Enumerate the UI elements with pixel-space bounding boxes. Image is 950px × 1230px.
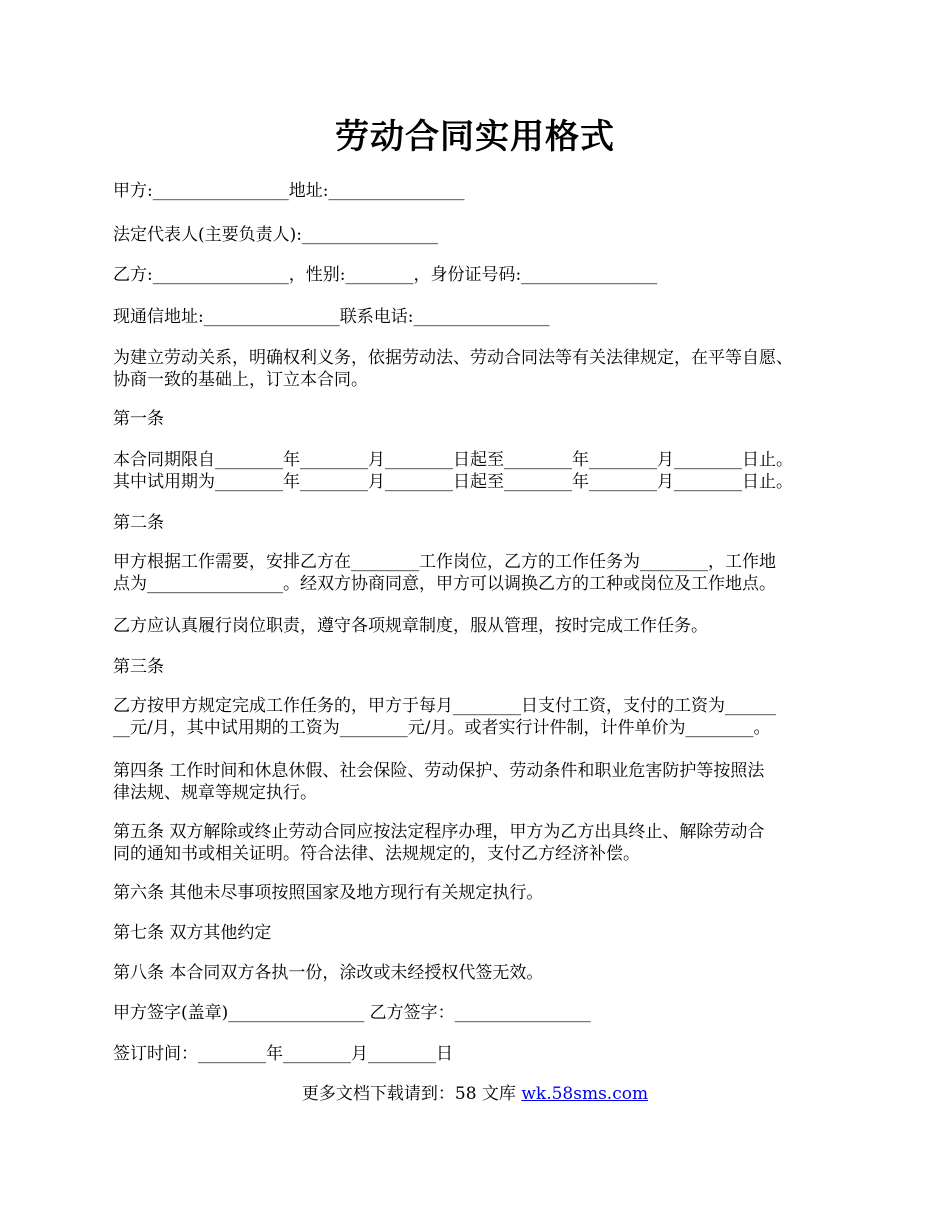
article-4-line-2: 律法规、规章等规定执行。 (113, 783, 317, 803)
contact-line: 现通信地址:________________联系电话:________________ (113, 307, 550, 327)
article-1-heading: 第一条 (113, 409, 164, 429)
article-5-line-1: 第五条 双方解除或终止劳动合同应按法定程序办理，甲方为乙方出具终止、解除劳动合 (113, 822, 765, 842)
signature-line: 甲方签字(盖章)________________ 乙方签字：________________ (113, 1003, 591, 1023)
article-7: 第七条 双方其他约定 (113, 923, 272, 943)
article-3-line-2: __元/月，其中试用期的工资为________元/月。或者实行计件制，计件单价为________。 (113, 718, 771, 738)
footer-text: 更多文档下载请到：58 文库 (301, 1084, 522, 1104)
article-2-line-3: 乙方应认真履行岗位职责，遵守各项规章制度，服从管理，按时完成工作任务。 (113, 616, 708, 636)
article-3-heading: 第三条 (113, 657, 164, 677)
intro-line-1: 为建立劳动关系，明确权利义务，依据劳动法、劳动合同法等有关法律规定，在平等自愿、 (113, 348, 793, 368)
document-title: 劳动合同实用格式 (335, 117, 615, 157)
article-1-line-2: 其中试用期为________年________月________日起至________年________月________日止。 (113, 472, 793, 492)
article-2-line-2: 点为________________。经双方协商同意，甲方可以调换乙方的工种或岗位及工作地点。 (113, 574, 776, 594)
article-3-line-1: 乙方按甲方规定完成工作任务的，甲方于每月________日支付工资，支付的工资为______ (113, 696, 776, 716)
article-4-line-1: 第四条 工作时间和休息休假、社会保险、劳动保护、劳动条件和职业危害防护等按照法 (113, 761, 765, 781)
article-1-line-1: 本合同期限自________年________月________日起至________年________月________日止。 (113, 450, 793, 470)
footer (0, 1083, 950, 1105)
article-2-line-1: 甲方根据工作需要，安排乙方在________工作岗位，乙方的工作任务为________，工作地 (113, 552, 776, 572)
footer-link[interactable]: wk.58sms.com (521, 1084, 649, 1104)
party-b-line: 乙方:________________，性别:________，身份证号码:________________ (113, 265, 658, 285)
article-8: 第八条 本合同双方各执一份，涂改或未经授权代签无效。 (113, 963, 544, 983)
signing-date-line: 签订时间：________年________月________日 (113, 1044, 453, 1064)
intro-line-2: 协商一致的基础上，订立本合同。 (113, 370, 368, 390)
article-2-heading: 第二条 (113, 513, 164, 533)
article-6: 第六条 其他未尽事项按照国家及地方现行有关规定执行。 (113, 883, 544, 903)
article-5-line-2: 同的通知书或相关证明。符合法律、法规规定的，支付乙方经济补偿。 (113, 844, 640, 864)
legal-representative-line: 法定代表人(主要负责人):________________ (113, 225, 438, 245)
party-a-line: 甲方:________________地址:________________ (113, 181, 465, 201)
